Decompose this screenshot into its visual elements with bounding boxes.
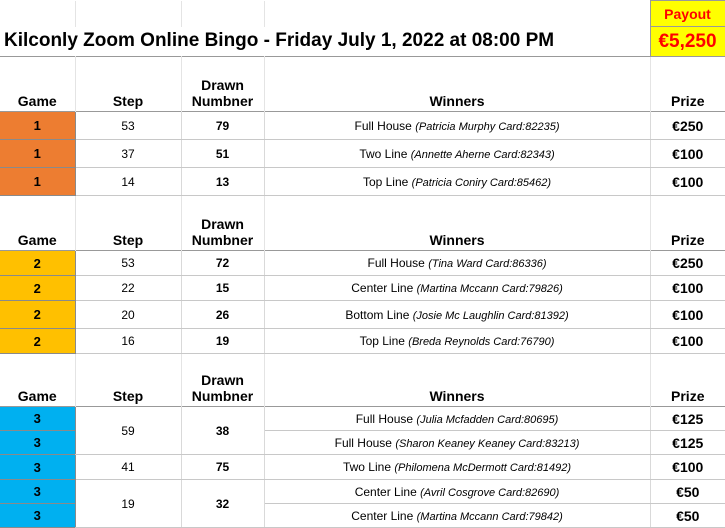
step-cell: 53 xyxy=(75,112,181,140)
payout-value: €5,250 xyxy=(650,27,725,57)
step-cell: 16 xyxy=(75,329,181,354)
step-cell: 59 xyxy=(75,407,181,455)
game-cell: 1 xyxy=(0,112,75,140)
prize-cell: €100 xyxy=(650,455,725,480)
header-game: Game xyxy=(0,196,75,251)
game-cell: 2 xyxy=(0,329,75,354)
game-cell: 3 xyxy=(0,431,75,455)
header-step: Step xyxy=(75,57,181,112)
game-cell: 2 xyxy=(0,251,75,276)
step-cell: 20 xyxy=(75,301,181,329)
page-title: Kilconly Zoom Online Bingo - Friday July 1, 2022 at 08:00 PM xyxy=(4,30,555,52)
game-cell: 3 xyxy=(0,480,75,504)
drawn-cell: 72 xyxy=(181,251,264,276)
step-cell: 41 xyxy=(75,455,181,480)
prize-cell: €100 xyxy=(650,140,725,168)
winner-cell: Full House (Julia Mcfadden Card:80695) xyxy=(264,407,650,431)
drawn-cell: 15 xyxy=(181,276,264,301)
winner-cell: Two Line (Philomena McDermott Card:81492) xyxy=(264,455,650,480)
drawn-cell: 75 xyxy=(181,455,264,480)
winner-cell: Top Line (Breda Reynolds Card:76790) xyxy=(264,329,650,354)
prize-cell: €50 xyxy=(650,480,725,504)
table-row xyxy=(0,455,725,480)
header-game: Game xyxy=(0,354,75,407)
winner-cell: Center Line (Avril Cosgrove Card:82690) xyxy=(264,480,650,504)
step-cell: 22 xyxy=(75,276,181,301)
game-cell: 1 xyxy=(0,140,75,168)
prize-cell: €100 xyxy=(650,329,725,354)
winner-cell: Center Line (Martina Mccann Card:79826) xyxy=(264,276,650,301)
game-cell: 2 xyxy=(0,301,75,329)
header-winners: Winners xyxy=(264,196,650,251)
table-row xyxy=(0,276,725,301)
table-row xyxy=(0,329,725,354)
game-cell: 3 xyxy=(0,455,75,480)
drawn-cell: 19 xyxy=(181,329,264,354)
winner-cell: Center Line (Martina Mccann Card:79842) xyxy=(264,504,650,528)
header-drawn: Drawn Numbner xyxy=(181,196,264,251)
table-row xyxy=(0,140,725,168)
header-prize: Prize xyxy=(671,232,705,248)
drawn-cell: 32 xyxy=(181,480,264,528)
prize-cell: €250 xyxy=(650,112,725,140)
header-game: Game xyxy=(0,57,75,112)
table-row xyxy=(0,407,725,431)
table-row xyxy=(0,112,725,140)
winner-cell: Full House (Tina Ward Card:86336) xyxy=(264,251,650,276)
winner-cell: Full House (Sharon Keaney Keaney Card:83213) xyxy=(264,431,650,455)
table-row xyxy=(0,480,725,504)
table-row xyxy=(0,301,725,329)
prize-cell: €250 xyxy=(650,251,725,276)
game-cell: 3 xyxy=(0,504,75,528)
header-prize: Prize xyxy=(671,388,705,404)
winner-cell: Two Line (Annette Aherne Card:82343) xyxy=(264,140,650,168)
header-drawn: Drawn Numbner xyxy=(181,354,264,407)
header-prize: Prize xyxy=(671,93,705,109)
prize-cell: €50 xyxy=(650,504,725,528)
prize-cell: €100 xyxy=(650,301,725,329)
winner-cell: Top Line (Patricia Coniry Card:85462) xyxy=(264,168,650,196)
drawn-cell: 51 xyxy=(181,140,264,168)
table-row xyxy=(0,251,725,276)
table-row xyxy=(0,168,725,196)
game-cell: 1 xyxy=(0,168,75,196)
step-cell: 19 xyxy=(75,480,181,528)
header-step: Step xyxy=(75,354,181,407)
game-cell: 2 xyxy=(0,276,75,301)
payout-label: Payout xyxy=(650,1,725,27)
step-cell: 14 xyxy=(75,168,181,196)
drawn-cell: 26 xyxy=(181,301,264,329)
winner-cell: Bottom Line (Josie Mc Laughlin Card:81392) xyxy=(264,301,650,329)
prize-cell: €125 xyxy=(650,431,725,455)
prize-cell: €100 xyxy=(650,168,725,196)
drawn-cell: 79 xyxy=(181,112,264,140)
drawn-cell: 13 xyxy=(181,168,264,196)
header-winners: Winners xyxy=(264,57,650,112)
prize-cell: €125 xyxy=(650,407,725,431)
game-cell: 3 xyxy=(0,407,75,431)
header-winners: Winners xyxy=(264,354,650,407)
step-cell: 53 xyxy=(75,251,181,276)
header-drawn: Drawn Numbner xyxy=(181,57,264,112)
header-step: Step xyxy=(75,196,181,251)
prize-cell: €100 xyxy=(650,276,725,301)
step-cell: 37 xyxy=(75,140,181,168)
drawn-cell: 38 xyxy=(181,407,264,455)
winner-cell: Full House (Patricia Murphy Card:82235) xyxy=(264,112,650,140)
